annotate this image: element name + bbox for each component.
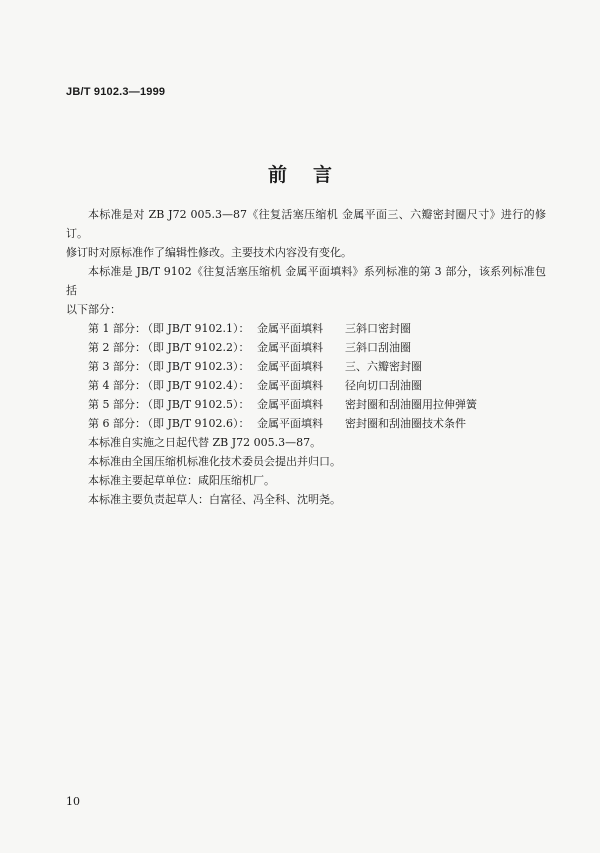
part-topic: 三斜口刮油圈	[345, 341, 411, 354]
part-label: 第 3 部分：	[88, 360, 146, 373]
paragraph-revision-cont: 修订时对原标准作了编辑性修改。主要技术内容没有变化。	[66, 246, 352, 259]
page-number: 10	[66, 795, 80, 808]
part-name: 金属平面填料	[257, 341, 323, 354]
list-item	[66, 414, 546, 433]
part-topic: 径向切口刮油圈	[345, 379, 422, 392]
list-item	[66, 357, 546, 376]
part-label: 第 2 部分：	[88, 341, 146, 354]
list-item	[66, 319, 546, 338]
part-code: （即 JB/T 9102.2）：	[142, 341, 250, 354]
part-label: 第 5 部分：	[88, 398, 146, 411]
part-name: 金属平面填料	[257, 360, 323, 373]
list-item	[66, 338, 546, 357]
part-name: 金属平面填料	[257, 322, 323, 335]
part-code: （即 JB/T 9102.4）：	[142, 379, 250, 392]
part-name: 金属平面填料	[257, 398, 323, 411]
part-code: （即 JB/T 9102.1）：	[142, 322, 250, 335]
parts-list	[66, 319, 546, 433]
part-code: （即 JB/T 9102.6）：	[142, 417, 250, 430]
part-name: 金属平面填料	[257, 417, 323, 430]
paragraph-series-cont: 以下部分：	[66, 303, 121, 316]
document-code: JB/T 9102.3—1999	[66, 86, 166, 98]
paragraph-drafting-unit: 本标准主要起草单位：咸阳压缩机厂。	[88, 474, 275, 487]
paragraph-replaces: 本标准自实施之日起代替 ZB J72 005.3—87。	[88, 436, 322, 449]
part-topic: 密封圈和刮油圈用拉伸弹簧	[345, 398, 477, 411]
list-item	[66, 395, 546, 414]
part-label: 第 6 部分：	[88, 417, 146, 430]
part-name: 金属平面填料	[257, 379, 323, 392]
part-label: 第 1 部分：	[88, 322, 146, 335]
foreword-body	[66, 205, 546, 509]
part-label: 第 4 部分：	[88, 379, 146, 392]
part-topic: 密封圈和刮油圈技术条件	[345, 417, 466, 430]
part-code: （即 JB/T 9102.5）：	[142, 398, 250, 411]
paragraph-proposer: 本标准由全国压缩机标准化技术委员会提出并归口。	[88, 455, 341, 468]
part-topic: 三、六瓣密封圈	[345, 360, 422, 373]
part-code: （即 JB/T 9102.3）：	[142, 360, 250, 373]
paragraph-revision: 本标准是对 ZB J72 005.3—87《往复活塞压缩机 金属平面三、六瓣密封圈尺寸》进行的修订。	[66, 208, 546, 240]
paragraph-series: 本标准是 JB/T 9102《往复活塞压缩机 金属平面填料》系列标准的第 3 部分，该系列标准包括	[66, 265, 546, 297]
paragraph-drafters: 本标准主要负责起草人：白富径、冯全科、沈明尧。	[88, 493, 341, 506]
page-title: 前言	[267, 164, 358, 186]
part-topic: 三斜口密封圈	[345, 322, 411, 335]
list-item	[66, 376, 546, 395]
